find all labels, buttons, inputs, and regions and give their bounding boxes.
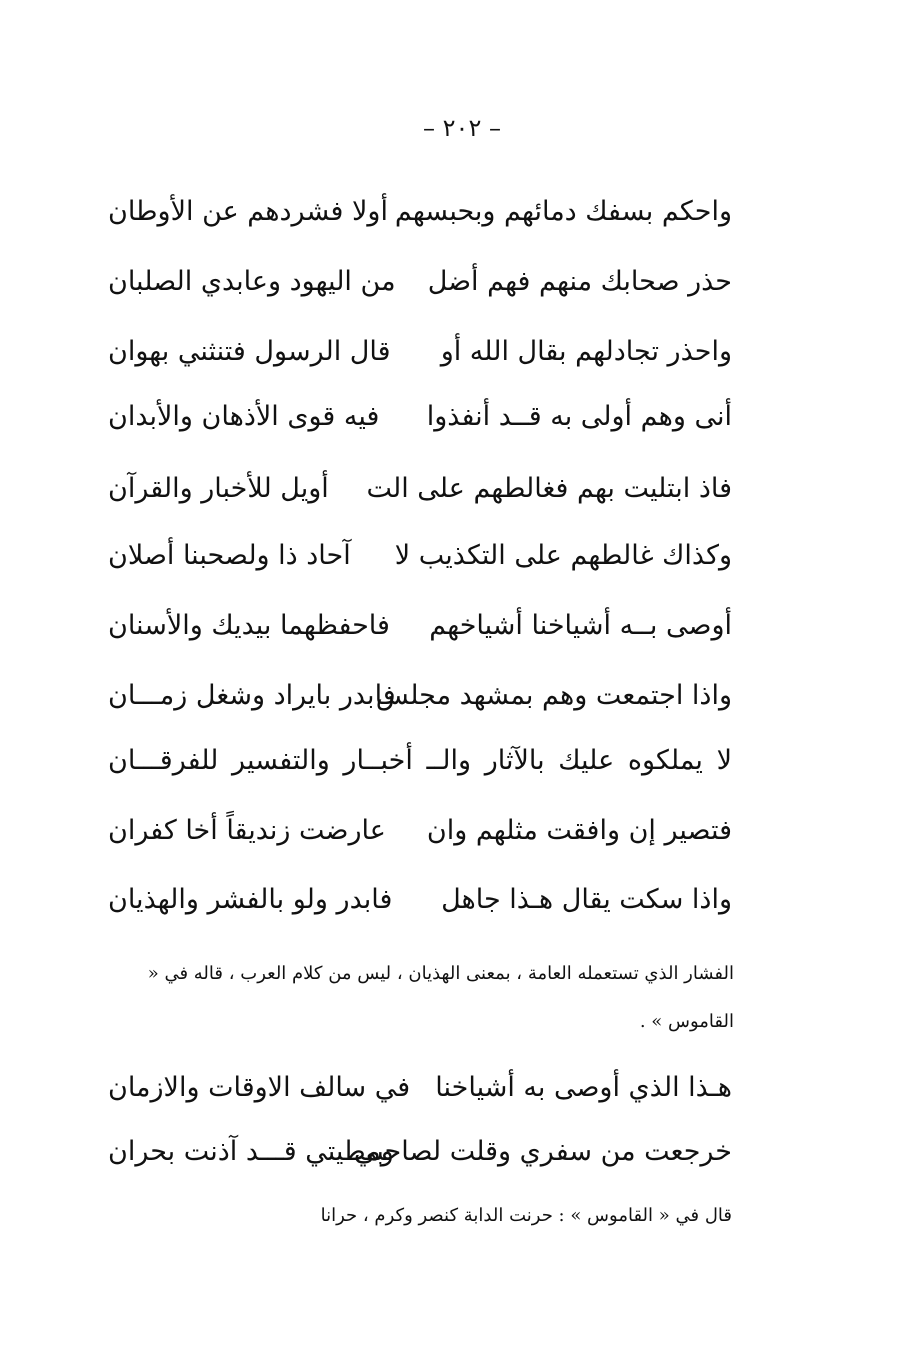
verse-line [108, 1136, 732, 1186]
second-hemistich: فابدر ولو بالفشر والهذيان [108, 884, 393, 915]
footnote: قال في « القاموس » : حرنت الدابة كنصر وكرم ، حرانا [320, 1205, 732, 1226]
second-hemistich: ومطيتي قـــد آذنت بحران [108, 1136, 394, 1167]
verse-line [108, 473, 732, 523]
first-hemistich: فتصير إن وافقت مثلهم وان [426, 815, 732, 846]
first-hemistich: أوصى بــه أشياخنا أشياخهم [429, 610, 732, 641]
first-hemistich: هـذا الذي أوصى به أشياخنا [435, 1072, 732, 1103]
verse-line [108, 1072, 732, 1122]
first-hemistich: واحكم بسفك دمائهم وبحبسهم [394, 196, 732, 227]
verse-line [108, 540, 732, 590]
first-hemistich: فاذ ابتليت بهم فغالطهم على الت [366, 473, 732, 504]
first-hemistich: حذر صحابك منهم فهم أضل [427, 266, 732, 297]
first-hemistich: واذا سكت يقال هـذا جاهل [441, 884, 732, 915]
second-hemistich: في سالف الاوقات والازمان [108, 1072, 411, 1103]
second-hemistich: آحاد ذا ولصحبنا أصلان [108, 540, 351, 571]
first-hemistich: واحذر تجادلهم بقال الله أو [440, 336, 732, 367]
first-hemistich: وكذاك غالطهم على التكذيب لا [394, 540, 732, 571]
second-hemistich: فاحفظهما بيديك والأسنان [108, 610, 390, 641]
second-hemistich: من اليهود وعابدي الصلبان [108, 266, 396, 297]
second-hemistich: عارضت زنديقاً أخا كفران [108, 815, 386, 846]
second-hemistich: أولا فشردهم عن الأوطان [108, 196, 388, 227]
verse-line [108, 336, 732, 386]
second-hemistich: فابدر بايراد وشغل زمـــان [108, 680, 396, 711]
verse-line [108, 196, 732, 246]
first-hemistich: واذا اجتمعت وهم بمشهد مجلس [375, 680, 732, 711]
second-hemistich: أويل للأخبار والقرآن [108, 473, 329, 504]
verse-line [108, 680, 732, 730]
second-hemistich: فيه قوى الأذهان والأبدان [108, 401, 380, 432]
first-hemistich: خرجعت من سفري وقلت لصاحبي [353, 1136, 732, 1167]
full-verse-line: لا يملكوه عليك بالآثار والــ أخبــار والتفسير للفرقـــان [108, 745, 732, 776]
page-number: – ٢٠٢ – [423, 114, 501, 142]
footnote: الفشار الذي تستعمله العامة ، بمعنى الهذيان ، ليس من كلام العرب ، قاله في « القاموس » . [147, 963, 734, 1032]
verse-line [108, 401, 732, 451]
second-hemistich: قال الرسول فتنثني بهوان [108, 336, 391, 367]
verse-line [108, 610, 732, 660]
verse-line [108, 815, 732, 865]
verse-line [108, 884, 732, 934]
first-hemistich: أنى وهم أولى به قــد أنفذوا [426, 401, 732, 432]
verse-line [108, 266, 732, 316]
